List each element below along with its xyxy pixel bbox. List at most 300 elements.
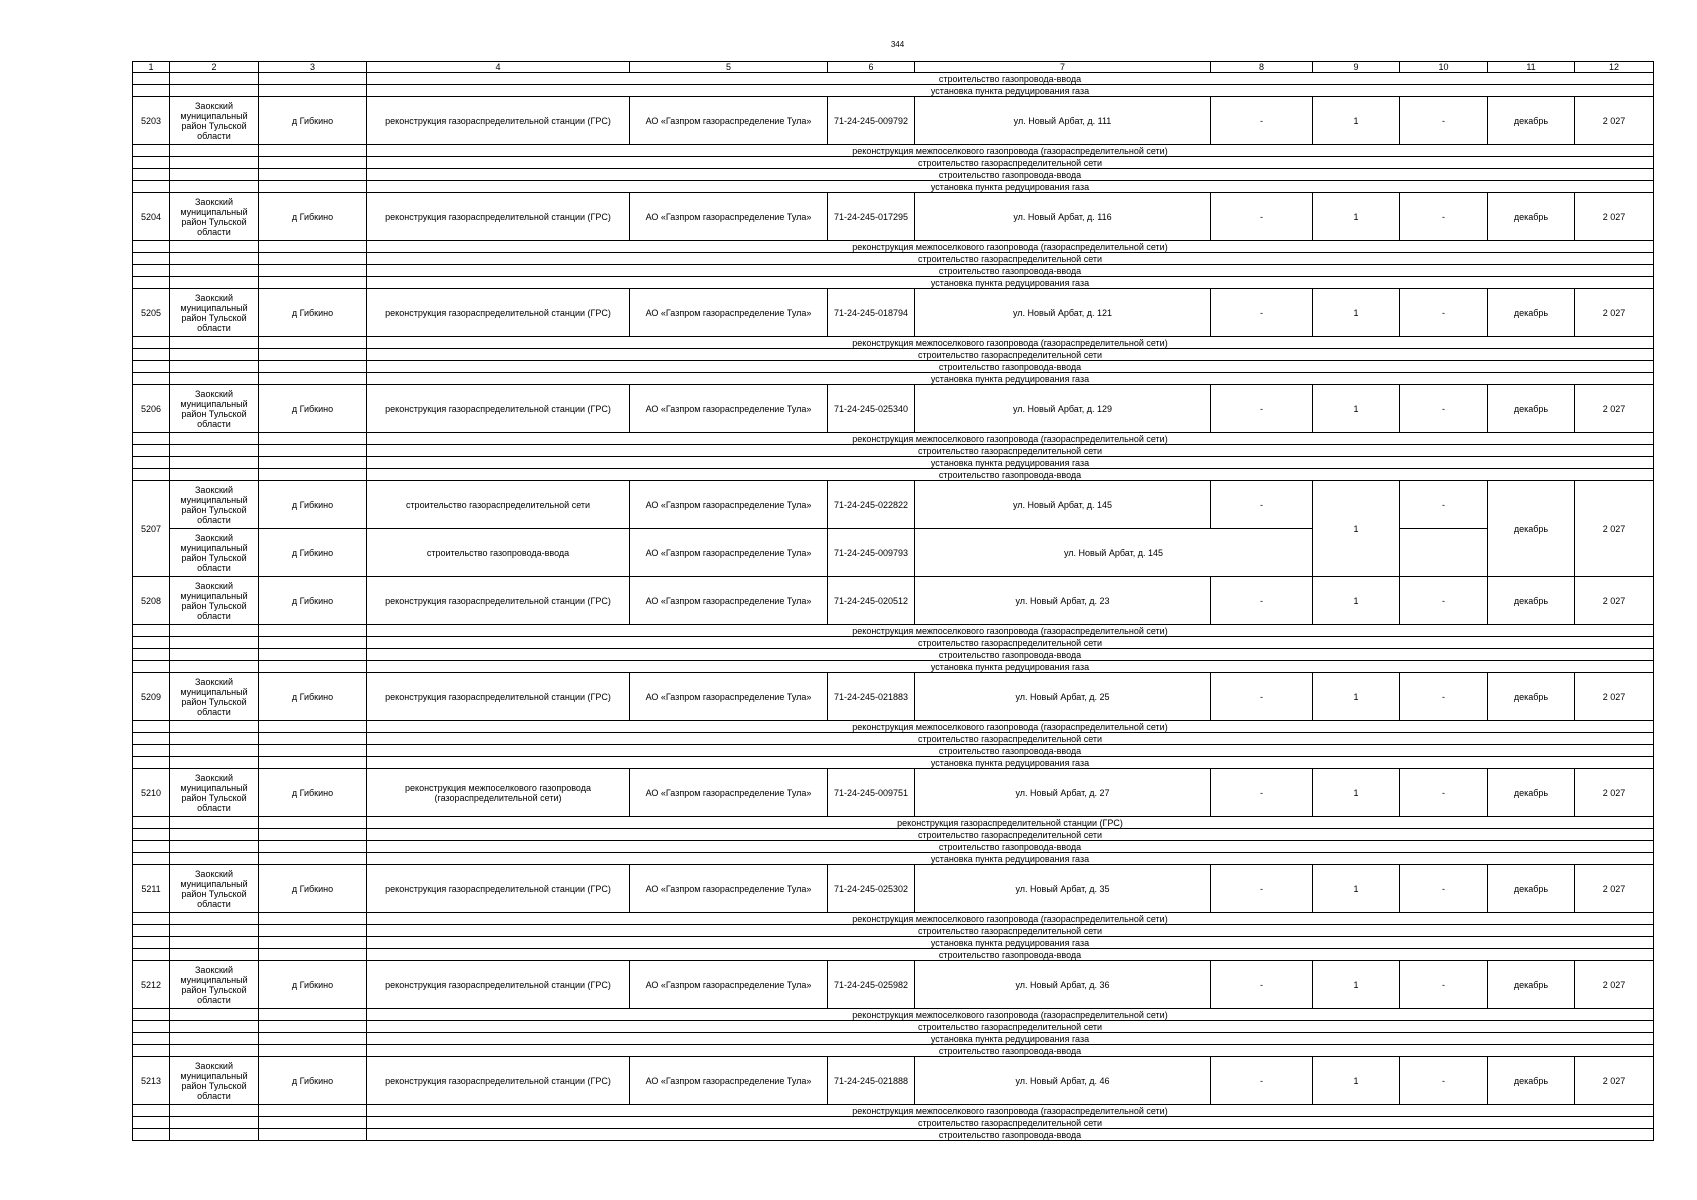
month-cell: декабрь (1488, 577, 1575, 625)
settlement-cell: д Гибкино (259, 385, 367, 433)
empty-cell (170, 349, 259, 361)
address-cell: ул. Новый Арбат, д. 145 (915, 529, 1313, 577)
record-row (133, 529, 1654, 577)
empty-cell (170, 241, 259, 253)
empty-cell (133, 829, 170, 841)
sub-work-label: реконструкция межпоселкового газопровода (газораспределительной сети) (367, 625, 1654, 637)
empty-cell (133, 169, 170, 181)
empty-cell (133, 1033, 170, 1045)
record-number: 5211 (133, 865, 170, 913)
work-cell: реконструкция газораспределительной станции (ГРС) (367, 961, 630, 1009)
settlement-cell: д Гибкино (259, 1057, 367, 1105)
col10-cell: - (1400, 385, 1488, 433)
settlement-cell: д Гибкино (259, 529, 367, 577)
empty-cell (170, 1021, 259, 1033)
empty-cell (170, 265, 259, 277)
empty-cell (170, 661, 259, 673)
code-cell: 71-24-245-009751 (828, 769, 915, 817)
empty-cell (259, 253, 367, 265)
sub-work-row (133, 373, 1654, 385)
empty-cell (170, 913, 259, 925)
sub-work-row (133, 241, 1654, 253)
sub-work-row (133, 253, 1654, 265)
empty-cell (133, 1129, 170, 1141)
empty-cell (133, 145, 170, 157)
empty-cell (259, 649, 367, 661)
code-cell: 71-24-245-009792 (828, 97, 915, 145)
empty-cell (133, 1021, 170, 1033)
address-cell: ул. Новый Арбат, д. 145 (915, 481, 1211, 529)
work-cell: реконструкция газораспределительной станции (ГРС) (367, 577, 630, 625)
settlement-cell: д Гибкино (259, 673, 367, 721)
col9-cell: 1 (1313, 577, 1400, 625)
empty-cell (1400, 529, 1488, 577)
empty-cell (133, 265, 170, 277)
work-cell: реконструкция газораспределительной станции (ГРС) (367, 385, 630, 433)
col8-cell: - (1211, 865, 1313, 913)
year-cell: 2 027 (1575, 865, 1654, 913)
empty-cell (133, 757, 170, 769)
col10-cell: - (1400, 1057, 1488, 1105)
empty-cell (259, 625, 367, 637)
col9-cell: 1 (1313, 1057, 1400, 1105)
empty-cell (259, 181, 367, 193)
sub-work-label: строительство газораспределительной сети (367, 157, 1654, 169)
year-cell: 2 027 (1575, 385, 1654, 433)
district-cell: Заокский муниципальный район Тульской области (170, 481, 259, 529)
year-cell: 2 027 (1575, 961, 1654, 1009)
sub-work-label: установка пункта редуцирования газа (367, 373, 1654, 385)
empty-cell (170, 361, 259, 373)
empty-cell (133, 625, 170, 637)
empty-cell (259, 937, 367, 949)
sub-work-row (133, 817, 1654, 829)
sub-work-label: строительство газораспределительной сети (367, 253, 1654, 265)
col10-cell: - (1400, 97, 1488, 145)
sub-work-row (133, 1033, 1654, 1045)
empty-cell (259, 637, 367, 649)
sub-work-label: реконструкция межпоселкового газопровода (газораспределительной сети) (367, 145, 1654, 157)
col10-cell: - (1400, 961, 1488, 1009)
code-cell: 71-24-245-009793 (828, 529, 915, 577)
empty-cell (133, 913, 170, 925)
column-header: 2 (170, 62, 259, 73)
empty-cell (133, 733, 170, 745)
empty-cell (133, 241, 170, 253)
year-cell: 2 027 (1575, 1057, 1654, 1105)
sub-work-label: реконструкция межпоселкового газопровода (газораспределительной сети) (367, 433, 1654, 445)
empty-cell (259, 469, 367, 481)
sub-work-row (133, 949, 1654, 961)
empty-cell (170, 445, 259, 457)
col9-cell: 1 (1313, 481, 1400, 577)
district-cell: Заокский муниципальный район Тульской области (170, 961, 259, 1009)
settlement-cell: д Гибкино (259, 193, 367, 241)
record-number: 5203 (133, 97, 170, 145)
column-header: 4 (367, 62, 630, 73)
record-row (133, 865, 1654, 913)
record-row (133, 1057, 1654, 1105)
sub-work-row (133, 661, 1654, 673)
header-row (133, 62, 1654, 73)
empty-cell (259, 157, 367, 169)
empty-cell (170, 1117, 259, 1129)
empty-cell (170, 469, 259, 481)
empty-cell (133, 661, 170, 673)
empty-cell (259, 949, 367, 961)
column-header: 11 (1488, 62, 1575, 73)
col8-cell: - (1211, 481, 1313, 529)
sub-work-row (133, 1105, 1654, 1117)
sub-work-row (133, 745, 1654, 757)
empty-cell (170, 757, 259, 769)
empty-cell (133, 373, 170, 385)
sub-work-row (133, 721, 1654, 733)
empty-cell (259, 1129, 367, 1141)
empty-cell (133, 73, 170, 85)
empty-cell (259, 1033, 367, 1045)
empty-cell (133, 433, 170, 445)
sub-work-row (133, 157, 1654, 169)
empty-cell (170, 841, 259, 853)
sub-work-row (133, 145, 1654, 157)
settlement-cell: д Гибкино (259, 289, 367, 337)
month-cell: декабрь (1488, 97, 1575, 145)
sub-work-row (133, 1129, 1654, 1141)
empty-cell (133, 181, 170, 193)
work-cell: строительство газопровода-ввода (367, 529, 630, 577)
sub-work-label: строительство газопровода-ввода (367, 361, 1654, 373)
page-number: 344 (890, 40, 905, 49)
column-header: 10 (1400, 62, 1488, 73)
col10-cell: - (1400, 865, 1488, 913)
col8-cell: - (1211, 673, 1313, 721)
sub-work-label: установка пункта редуцирования газа (367, 937, 1654, 949)
sub-work-label: установка пункта редуцирования газа (367, 277, 1654, 289)
address-cell: ул. Новый Арбат, д. 23 (915, 577, 1211, 625)
sub-work-row (133, 637, 1654, 649)
col9-cell: 1 (1313, 769, 1400, 817)
empty-cell (170, 937, 259, 949)
sub-work-label: строительство газораспределительной сети (367, 1117, 1654, 1129)
sub-work-label: реконструкция межпоселкового газопровода (газораспределительной сети) (367, 721, 1654, 733)
empty-cell (133, 637, 170, 649)
col9-cell: 1 (1313, 193, 1400, 241)
record-row (133, 193, 1654, 241)
sub-work-row (133, 853, 1654, 865)
record-number: 5212 (133, 961, 170, 1009)
sub-work-row (133, 169, 1654, 181)
record-row (133, 481, 1654, 529)
empty-cell (133, 841, 170, 853)
empty-cell (259, 925, 367, 937)
column-header: 3 (259, 62, 367, 73)
organization-cell: АО «Газпром газораспределение Тула» (630, 481, 828, 529)
record-row (133, 769, 1654, 817)
sub-work-label: строительство газопровода-ввода (367, 169, 1654, 181)
sub-work-label: строительство газораспределительной сети (367, 349, 1654, 361)
empty-cell (259, 145, 367, 157)
column-header: 6 (828, 62, 915, 73)
district-cell: Заокский муниципальный район Тульской области (170, 577, 259, 625)
sub-work-label: строительство газопровода-ввода (367, 469, 1654, 481)
sub-work-label: установка пункта редуцирования газа (367, 457, 1654, 469)
col10-cell: - (1400, 769, 1488, 817)
empty-cell (170, 853, 259, 865)
empty-cell (259, 841, 367, 853)
empty-cell (170, 253, 259, 265)
sub-work-label: установка пункта редуцирования газа (367, 661, 1654, 673)
empty-cell (133, 1117, 170, 1129)
col10-cell: - (1400, 289, 1488, 337)
sub-work-label: строительство газопровода-ввода (367, 1045, 1654, 1057)
col10-cell: - (1400, 481, 1488, 529)
work-cell: реконструкция газораспределительной станции (ГРС) (367, 193, 630, 241)
empty-cell (259, 817, 367, 829)
empty-cell (259, 73, 367, 85)
empty-cell (133, 1105, 170, 1117)
empty-cell (133, 445, 170, 457)
empty-cell (259, 433, 367, 445)
empty-cell (170, 1105, 259, 1117)
empty-cell (170, 157, 259, 169)
empty-cell (259, 265, 367, 277)
empty-cell (170, 73, 259, 85)
year-cell: 2 027 (1575, 97, 1654, 145)
sub-work-label: установка пункта редуцирования газа (367, 1033, 1654, 1045)
sub-work-label: строительство газопровода-ввода (367, 649, 1654, 661)
code-cell: 71-24-245-021888 (828, 1057, 915, 1105)
empty-cell (133, 1045, 170, 1057)
empty-cell (133, 361, 170, 373)
sub-work-label: установка пункта редуцирования газа (367, 181, 1654, 193)
organization-cell: АО «Газпром газораспределение Тула» (630, 961, 828, 1009)
empty-cell (170, 85, 259, 97)
organization-cell: АО «Газпром газораспределение Тула» (630, 193, 828, 241)
empty-cell (259, 1021, 367, 1033)
empty-cell (133, 253, 170, 265)
year-cell: 2 027 (1575, 673, 1654, 721)
sub-work-label: реконструкция межпоселкового газопровода (газораспределительной сети) (367, 1105, 1654, 1117)
work-cell: реконструкция газораспределительной станции (ГРС) (367, 673, 630, 721)
record-number: 5205 (133, 289, 170, 337)
code-cell: 71-24-245-018794 (828, 289, 915, 337)
sub-work-label: реконструкция газораспределительной станции (ГРС) (367, 817, 1654, 829)
sub-work-row (133, 937, 1654, 949)
empty-cell (170, 949, 259, 961)
sub-work-label: строительство газораспределительной сети (367, 829, 1654, 841)
column-header: 5 (630, 62, 828, 73)
sub-work-row (133, 361, 1654, 373)
sub-work-row (133, 841, 1654, 853)
empty-cell (259, 241, 367, 253)
empty-cell (259, 1105, 367, 1117)
sub-work-row (133, 625, 1654, 637)
empty-cell (170, 649, 259, 661)
empty-cell (133, 949, 170, 961)
sub-work-row (133, 757, 1654, 769)
empty-cell (170, 637, 259, 649)
empty-cell (259, 829, 367, 841)
empty-cell (259, 721, 367, 733)
sub-work-row (133, 265, 1654, 277)
month-cell: декабрь (1488, 769, 1575, 817)
empty-cell (170, 457, 259, 469)
organization-cell: АО «Газпром газораспределение Тула» (630, 673, 828, 721)
col9-cell: 1 (1313, 97, 1400, 145)
settlement-cell: д Гибкино (259, 769, 367, 817)
empty-cell (259, 757, 367, 769)
code-cell: 71-24-245-020512 (828, 577, 915, 625)
year-cell: 2 027 (1575, 481, 1654, 577)
district-cell: Заокский муниципальный район Тульской области (170, 673, 259, 721)
sub-work-label: установка пункта редуцирования газа (367, 853, 1654, 865)
empty-cell (259, 169, 367, 181)
sub-work-label: строительство газораспределительной сети (367, 637, 1654, 649)
sub-work-label: строительство газопровода-ввода (367, 745, 1654, 757)
sub-work-row (133, 445, 1654, 457)
sub-work-label: установка пункта редуцирования газа (367, 757, 1654, 769)
sub-work-row (133, 649, 1654, 661)
empty-cell (170, 1009, 259, 1021)
district-cell: Заокский муниципальный район Тульской области (170, 193, 259, 241)
column-header: 12 (1575, 62, 1654, 73)
record-number: 5210 (133, 769, 170, 817)
empty-cell (133, 157, 170, 169)
empty-cell (259, 361, 367, 373)
month-cell: декабрь (1488, 193, 1575, 241)
column-header: 1 (133, 62, 170, 73)
month-cell: декабрь (1488, 289, 1575, 337)
sub-work-row (133, 1021, 1654, 1033)
sub-work-label: строительство газопровода-ввода (367, 73, 1654, 85)
sub-work-row (133, 1009, 1654, 1021)
empty-cell (259, 745, 367, 757)
empty-cell (259, 1045, 367, 1057)
sub-work-row (133, 85, 1654, 97)
sub-work-label: реконструкция межпоселкового газопровода (газораспределительной сети) (367, 337, 1654, 349)
col8-cell: - (1211, 577, 1313, 625)
organization-cell: АО «Газпром газораспределение Тула» (630, 385, 828, 433)
empty-cell (133, 85, 170, 97)
work-cell: реконструкция газораспределительной станции (ГРС) (367, 97, 630, 145)
address-cell: ул. Новый Арбат, д. 27 (915, 769, 1211, 817)
settlement-cell: д Гибкино (259, 961, 367, 1009)
sub-work-label: реконструкция межпоселкового газопровода (газораспределительной сети) (367, 913, 1654, 925)
sub-work-label: строительство газораспределительной сети (367, 1021, 1654, 1033)
record-number: 5213 (133, 1057, 170, 1105)
sub-work-row (133, 1117, 1654, 1129)
empty-cell (259, 349, 367, 361)
sub-work-row (133, 1045, 1654, 1057)
sub-work-row (133, 457, 1654, 469)
work-cell: реконструкция газораспределительной станции (ГРС) (367, 865, 630, 913)
organization-cell: АО «Газпром газораспределение Тула» (630, 97, 828, 145)
code-cell: 71-24-245-017295 (828, 193, 915, 241)
empty-cell (170, 373, 259, 385)
district-cell: Заокский муниципальный район Тульской области (170, 769, 259, 817)
col9-cell: 1 (1313, 673, 1400, 721)
col9-cell: 1 (1313, 289, 1400, 337)
address-cell: ул. Новый Арбат, д. 25 (915, 673, 1211, 721)
organization-cell: АО «Газпром газораспределение Тула» (630, 1057, 828, 1105)
work-cell: реконструкция газораспределительной станции (ГРС) (367, 289, 630, 337)
empty-cell (259, 457, 367, 469)
col8-cell: - (1211, 289, 1313, 337)
col10-cell: - (1400, 577, 1488, 625)
address-cell: ул. Новый Арбат, д. 46 (915, 1057, 1211, 1105)
settlement-cell: д Гибкино (259, 481, 367, 529)
address-cell: ул. Новый Арбат, д. 116 (915, 193, 1211, 241)
empty-cell (170, 829, 259, 841)
gasification-table (132, 61, 1654, 1141)
empty-cell (170, 733, 259, 745)
address-cell: ул. Новый Арбат, д. 111 (915, 97, 1211, 145)
record-number: 5206 (133, 385, 170, 433)
year-cell: 2 027 (1575, 289, 1654, 337)
col8-cell: - (1211, 97, 1313, 145)
empty-cell (170, 169, 259, 181)
sub-work-label: строительство газопровода-ввода (367, 265, 1654, 277)
year-cell: 2 027 (1575, 193, 1654, 241)
empty-cell (170, 433, 259, 445)
col10-cell: - (1400, 193, 1488, 241)
sub-work-label: строительство газораспределительной сети (367, 925, 1654, 937)
column-header: 9 (1313, 62, 1400, 73)
address-cell: ул. Новый Арбат, д. 35 (915, 865, 1211, 913)
month-cell: декабрь (1488, 673, 1575, 721)
empty-cell (170, 145, 259, 157)
record-row (133, 577, 1654, 625)
empty-cell (133, 817, 170, 829)
address-cell: ул. Новый Арбат, д. 129 (915, 385, 1211, 433)
sub-work-row (133, 277, 1654, 289)
sub-work-label: строительство газораспределительной сети (367, 445, 1654, 457)
sub-work-row (133, 181, 1654, 193)
organization-cell: АО «Газпром газораспределение Тула» (630, 769, 828, 817)
col8-cell: - (1211, 193, 1313, 241)
empty-cell (259, 913, 367, 925)
month-cell: декабрь (1488, 385, 1575, 433)
sub-work-row (133, 433, 1654, 445)
district-cell: Заокский муниципальный район Тульской области (170, 289, 259, 337)
organization-cell: АО «Газпром газораспределение Тула» (630, 865, 828, 913)
district-cell: Заокский муниципальный район Тульской области (170, 865, 259, 913)
month-cell: декабрь (1488, 481, 1575, 577)
col8-cell: - (1211, 769, 1313, 817)
empty-cell (170, 337, 259, 349)
col9-cell: 1 (1313, 385, 1400, 433)
record-number: 5208 (133, 577, 170, 625)
empty-cell (259, 733, 367, 745)
sub-work-row (133, 733, 1654, 745)
empty-cell (170, 625, 259, 637)
empty-cell (259, 85, 367, 97)
empty-cell (133, 457, 170, 469)
record-number: 5207 (133, 481, 170, 577)
empty-cell (133, 277, 170, 289)
settlement-cell: д Гибкино (259, 865, 367, 913)
sub-work-label: реконструкция межпоселкового газопровода (газораспределительной сети) (367, 241, 1654, 253)
col8-cell: - (1211, 385, 1313, 433)
district-cell: Заокский муниципальный район Тульской области (170, 385, 259, 433)
month-cell: декабрь (1488, 961, 1575, 1009)
sub-work-row (133, 469, 1654, 481)
settlement-cell: д Гибкино (259, 97, 367, 145)
empty-cell (170, 817, 259, 829)
col8-cell: - (1211, 1057, 1313, 1105)
empty-cell (259, 373, 367, 385)
